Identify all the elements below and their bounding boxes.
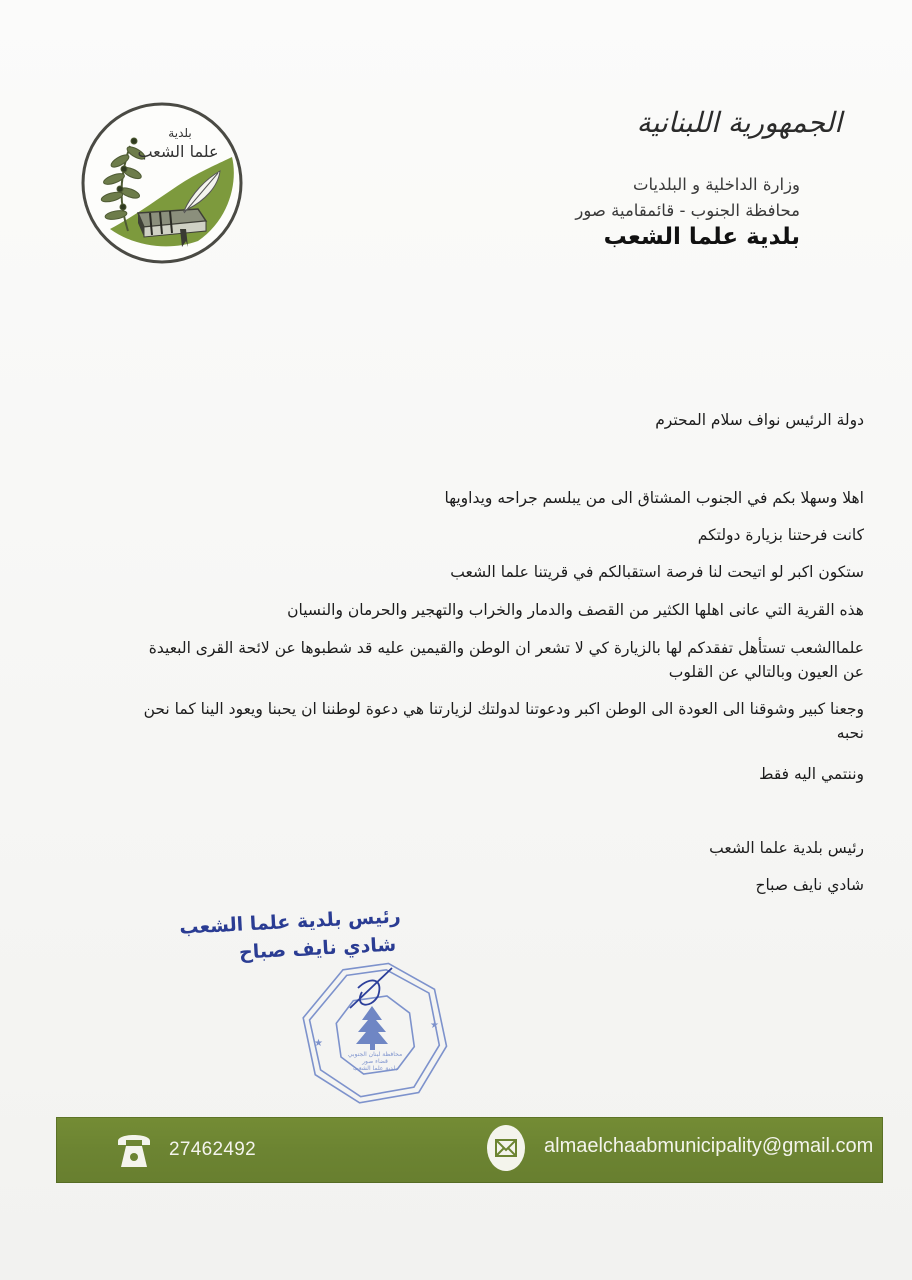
official-seal: [300, 958, 450, 1108]
stamp-line-name: شادي نايف صباح: [238, 933, 397, 964]
municipality-name: بلدية علما الشعب: [603, 224, 800, 250]
paragraph: هذه القرية التي عانى اهلها الكثير من القصف والدمار والخراب والتهجير والحرمان والنسيان: [287, 601, 864, 619]
stamp-line-title: رئيس بلدية علما الشعب: [178, 905, 402, 939]
republic-title: الجمهورية اللبنانية: [636, 106, 842, 139]
paragraph: وجعنا كبير وشوقنا الى العودة الى الوطن اكبر ودعوتنا لدولتك لزيارتنا هي دعوة لوطننا ان يحبنا ويعود الينا كما نحن نحبه: [143, 700, 864, 742]
logo-line1: بلدية: [168, 126, 192, 140]
contact-footer: [56, 1117, 883, 1183]
paragraph: كانت فرحتنا بزيارة دولتكم: [697, 526, 864, 544]
municipality-logo: [80, 101, 244, 265]
telephone-icon: [116, 1129, 152, 1169]
cedar-icon: [356, 1006, 388, 1050]
paragraph: وننتمي اليه فقط: [759, 765, 864, 783]
ministry-line: وزارة الداخلية و البلديات: [632, 175, 800, 194]
seal-inner-line: محافظة لبنان الجنوبي: [347, 1051, 403, 1058]
logo-line2: علما الشعب: [137, 142, 219, 161]
seal-star-icon: ★: [430, 1020, 439, 1031]
seal-inner-line: بلدية علما الشعب: [352, 1065, 398, 1072]
seal-star-icon: ★: [314, 1038, 323, 1049]
region-line: محافظة الجنوب - قائمقامية صور: [575, 201, 800, 220]
phone-number[interactable]: 27462492: [169, 1139, 256, 1160]
envelope-icon: [486, 1124, 526, 1172]
seal-inner-line: قضاء صور: [362, 1058, 388, 1065]
paragraph: اهلا وسهلا بكم في الجنوب المشتاق الى من يبلسم جراحه ويداويها: [444, 489, 864, 507]
closing-title: رئيس بلدية علما الشعب: [709, 839, 864, 857]
paragraph: علماالشعب تستأهل تفقدكم لها بالزيارة كي لا تشعر ان الوطن والقيمين عليه قد شطبوها عن لائحة القرى البعيدة عن العيون وبالتالي عن القلوب: [148, 639, 864, 681]
salutation: دولة الرئيس نواف سلام المحترم: [655, 411, 864, 429]
closing-name: شادي نايف صباح: [755, 876, 864, 894]
email-address[interactable]: almaelchaabmunicipality@gmail.com: [544, 1135, 874, 1157]
paragraph: ستكون اكبر لو اتيحت لنا فرصة استقبالكم في قريتنا علما الشعب: [450, 563, 864, 581]
